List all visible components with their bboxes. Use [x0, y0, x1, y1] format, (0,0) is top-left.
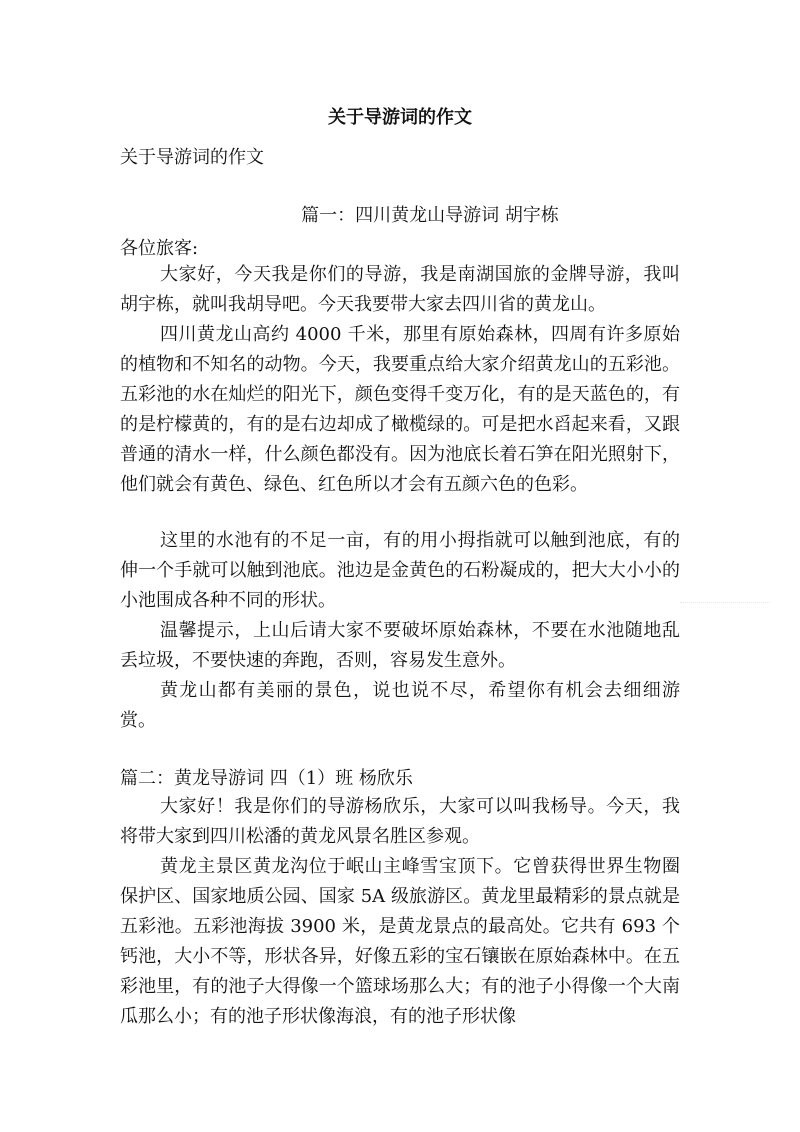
- section-1-paragraph: 温馨提示，上山后请大家不要破坏原始森林，不要在水池随地乱丢垃圾，不要快速的奔跑，否则，容易发生意外。: [120, 620, 680, 671]
- section-1-heading: 篇一：四川黄龙山导游词 胡宇栋: [301, 205, 559, 226]
- section-1-paragraph: 这里的水池有的不足一亩，有的用小拇指就可以触到池底，有的伸一个手就可以触到池底。池边是金黄色的石粉凝成的，把大大小小的小池围成各种不同的形状。: [120, 530, 680, 611]
- document-subtitle: 关于导游词的作文: [120, 147, 264, 168]
- section-1-paragraph: 黄龙山都有美丽的景色，说也说不尽，希望你有机会去细细游赏。: [120, 680, 680, 731]
- section-2-paragraph: 黄龙主景区黄龙沟位于岷山主峰雪宝顶下。它曾获得世界生物圈保护区、国家地质公园、国家 5A 级旅游区。黄龙里最精彩的景点就是五彩池。五彩池海拔 3900 米，是黄龙景点的最高处。它共有 693 个钙池，大小不等，形状各异，好像五彩的宝石镶嵌在原始森林中。在五彩池里，有的池子大得像一个篮球场那么大；有的池子小得像一个大南瓜那么小；有的池子形状像海浪，有的池子形状像: [120, 856, 680, 1027]
- section-2-paragraph: 大家好！我是你们的导游杨欣乐，大家可以叫我杨导。今天，我将带大家到四川松潘的黄龙风景名胜区参观。: [120, 796, 680, 847]
- decorative-divider: [680, 602, 770, 603]
- section-1-paragraph: 四川黄龙山高约 4000 千米，那里有原始森林，四周有许多原始的植物和不知名的动物。今天，我要重点给大家介绍黄龙山的五彩池。五彩池的水在灿烂的阳光下，颜色变得千变万化，有的是天蓝色的，有的是柠檬黄的，有的是右边却成了橄榄绿的。可是把水舀起来看，又跟普通的清水一样，什么颜色都没有。因为池底长着石笋在阳光照射下，他们就会有黄色、绿色、红色所以才会有五颜六色的色彩。: [120, 324, 680, 495]
- document-title: 关于导游词的作文: [328, 107, 472, 128]
- section-2-heading: 篇二：黄龙导游词 四（1）班 杨欣乐: [120, 768, 413, 789]
- section-1-greeting: 各位旅客:: [120, 238, 199, 259]
- section-1-paragraph: 大家好，今天我是你们的导游，我是南湖国旅的金牌导游，我叫胡宇栋，就叫我胡导吧。今天我要带大家去四川省的黄龙山。: [120, 264, 680, 315]
